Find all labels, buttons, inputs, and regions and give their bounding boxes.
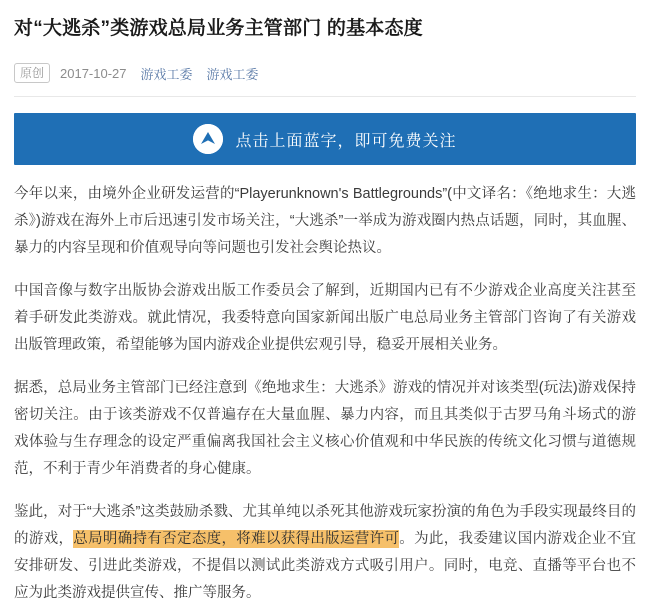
arrow-up-circle-icon	[193, 124, 223, 154]
paragraph	[14, 499, 636, 607]
paragraph-text: 鉴此，对于“大逃杀”这类鼓励杀戮、尤其单纯以杀死其他游戏玩家扮演的角色为手段实现最终目的的游戏，	[14, 504, 636, 547]
paragraph	[14, 181, 636, 262]
follow-banner[interactable]	[14, 113, 636, 165]
article-meta	[14, 62, 636, 84]
paragraph	[14, 375, 636, 483]
original-badge: 原创	[14, 63, 50, 83]
follow-banner-text: 点击上面蓝字，即可免费关注	[235, 132, 457, 150]
publish-date: 2017-10-27	[60, 65, 127, 81]
paragraph-text: 今年以来，由境外企业研发运营的“Playerunknown's Battlegrounds”(中文译名：《绝地求生：大逃杀》)游戏在海外上市后迅速引发市场关注，“大逃杀”一举成为游戏圈内热点话题，同时，其血腥、暴力的内容呈现和价值观导向等问题也引发社会舆论热议。	[14, 186, 636, 256]
meta-divider	[14, 96, 636, 97]
page-title: 对“大逃杀”类游戏总局业务主管部门 的基本态度	[14, 18, 423, 39]
highlighted-text: 总局明确持有否定态度，将难以获得出版运营许可	[73, 531, 400, 547]
account-link[interactable]: 游戏工委	[206, 66, 259, 82]
author-link[interactable]: 游戏工委	[140, 66, 193, 82]
paragraph-text: 。为此，我委建议国内游戏企业不宜安排研发、引进此类游戏，不提倡以测试此类游戏方式吸引用户。同时，电竞、直播等平台也不应为此类游戏提供宣传、推广等服务。	[14, 531, 637, 601]
article-body	[14, 181, 636, 607]
paragraph-text: 中国音像与数字出版协会游戏出版工作委员会了解到，近期国内已有不少游戏企业高度关注甚至着手研发此类游戏。就此情况，我委特意向国家新闻出版广电总局业务主管部门咨询了有关游戏出版管理政策，希望能够为国内游戏企业提供宏观引导，稳妥开展相关业务。	[14, 283, 636, 353]
paragraph	[14, 278, 636, 359]
paragraph-text: 据悉，总局业务主管部门已经注意到《绝地求生：大逃杀》游戏的情况并对该类型(玩法)游戏保持密切关注。由于该类游戏不仅普遍存在大量血腥、暴力内容，而且其类似于古罗马角斗场式的游戏体验与生存理念的设定严重偏离我国社会主义核心价值观和中华民族的传统文化习惯与道德规范，不利于青少年消费者的身心健康。	[14, 380, 636, 477]
